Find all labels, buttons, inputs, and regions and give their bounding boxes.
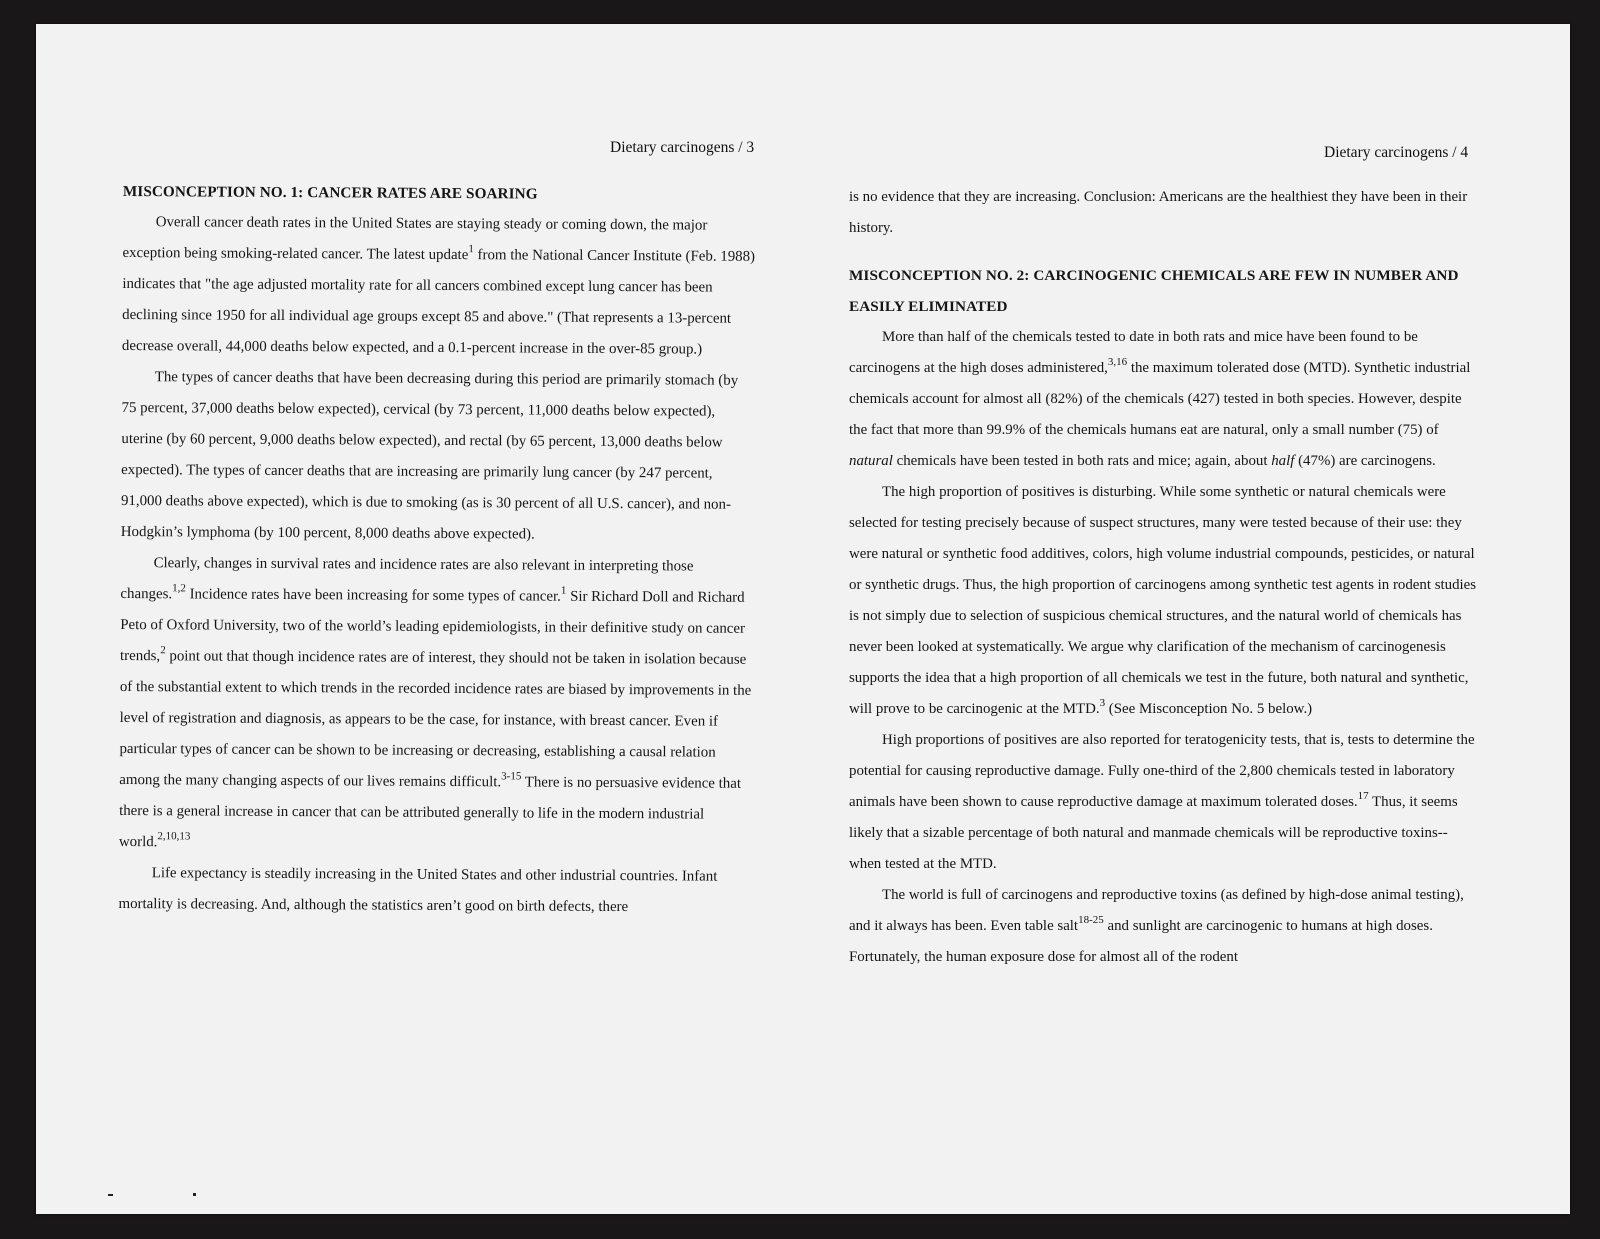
footnote-ref: 3-15	[501, 770, 522, 783]
footnote-ref: 17	[1357, 790, 1369, 802]
footnote-ref: 3	[1099, 697, 1106, 709]
paragraph-cancer-types: The types of cancer deaths that have been decreasing during this period are primarily stomach (by 75 percent, 37,000 deaths below expected), cervical (by 73 percent, 11,000 deaths below expected), uterine (by 60 percent, 9,000 deaths below expected), and rectal (by 65 percent, 13,000 deaths below expected). The types of cancer deaths that are increasing are primarily lung cancer (by 247 percent, 91,000 deaths above expected), which is due to smoking (as is 30 percent of all U.S. cancer), and non-Hodgkin’s lymphoma (by 100 percent, 8,000 deaths above expected).	[120, 369, 739, 543]
paragraph-continuation: is no evidence that they are increasing. Conclusion: Americans are the healthiest they have been in their history.	[849, 189, 1468, 236]
footnote-ref: 2,10,13	[157, 830, 191, 843]
misconception-1-heading: MISCONCEPTION NO. 1: CANCER RATES ARE SOARING	[122, 182, 538, 203]
footnote-ref: 3,16	[1107, 356, 1128, 368]
paragraph-high-proportion: The high proportion of positives is disturbing. While some synthetic or natural chemicals were selected for testing precisely because of suspect structures, many were tested because of their use: they were natural or synthetic food additives, colors, high volume industrial compounds, pesticides, or natural or synthetic drugs. Thus, the high proportion of carcinogens among synthetic test agents in rodent studies is not simply due to selection of suspicious chemical structures, and the natural world of chemicals has never been looked at systematically. We argue why clarification of the mechanism of carcinogenesis supports the idea that a high proportion of all chemicals we test in the future, both natural and synthetic, will prove to be carcinogenic at the MTD.$^3$ (See Misconception No. 5 below.)	[849, 484, 1477, 717]
footnote-ref: 2	[160, 644, 166, 657]
paragraph-teratogenicity: High proportions of positives are also reported for teratogenicity tests, that is, tests to determine the potential for causing reproductive damage. Fully one-third of the 2,800 chemicals tested in laboratory animals have been shown to cause reproductive damage at maximum tolerated doses.$^{17}$ Thus, it seems likely that a sizable percentage of both natural and manmade chemicals will be reproductive toxins--when tested at the MTD.	[849, 732, 1475, 872]
misconception-2-heading: MISCONCEPTION NO. 2: CARCINOGENIC CHEMICALS ARE FEW IN NUMBER AND EASILY ELIMINATED	[849, 267, 1459, 315]
paragraph-chemicals-tested: More than half of the chemicals tested to date in both rats and mice have been found to be carcinogens at the high doses administered,$^{3,16}$ the maximum tolerated dose (MTD). Synthetic industrial chemicals account for almost all (82%) of the chemicals (427) tested in both species. However, despite the fact that more than 99.9% of the chemicals humans eat are natural, only a small number (75) of natural chemicals have been tested in both rats and mice; again, about half (47%) are carcinogens.	[849, 329, 1471, 469]
paragraph-cancer-death-rates: Overall cancer death rates in the United States are staying steady or coming down, the major exception being smoking-related cancer. The latest update$^1$ from the National Cancer Institute (Feb. 1988) indicates that "the age adjusted mortality rate for all cancers combined except lung cancer has been declining since 1950 for all individual age groups except 85 and above." (That represents a 13-percent decrease overall, 44,000 deaths below expected, and a 0.1-percent increase in the over-85 group.)	[121, 214, 756, 358]
right-page-header: Dietary carcinogens / 4	[1324, 144, 1469, 161]
paragraph-life-expectancy: Life expectancy is steadily increasing in the United States and other industrial countries. Infant mortality is decreasing. And, although the statistics aren’t good on birth defects, there	[118, 865, 718, 916]
right-page-body	[849, 182, 1477, 973]
paragraph-incidence-rates: Clearly, changes in survival rates and incidence rates are also relevant in interpreting those changes.$^{1,2}$ Incidence rates have been increasing for some types of cancer.$^1$ Sir Richard Doll and Richard Peto of Oxford University, two of the world’s leading epidemiologists, in their definitive study on cancer trends,$^2$ point out that though incidence rates are of interest, they should not be taken in isolation because of the substantial extent to which trends in the recorded incidence rates are biased by improvements in the level of registration and diagnosis, as appears to be the case, for instance, with breast cancer. Even if particular types of cancer can be shown to be increasing or decreasing, establishing a causal relation among the many changing aspects of our lives remains difficult.$^{3-15}$ There is no persuasive evidence that there is a general increase in cancer that can be attributed generally to life in the modern industrial world.$^{2,10,13}$	[118, 555, 752, 851]
scan-speck	[193, 1193, 196, 1196]
scan-speck	[108, 1194, 113, 1196]
left-page-header: Dietary carcinogens / 3	[610, 139, 755, 156]
footnote-ref: 1	[560, 584, 567, 597]
footnote-ref: 1	[468, 243, 474, 256]
footnote-ref: 18-25	[1078, 914, 1104, 926]
footnote-ref: 1,2	[172, 582, 186, 595]
paragraph-world-carcinogens: The world is full of carcinogens and reproductive toxins (as defined by high-dose animal testing), and it always has been. Even table salt$^{18-25}$ and sunlight are carcinogenic to humans at high doses. Fortunately, the human exposure dose for almost all of the rodent	[849, 887, 1464, 965]
left-page-body	[118, 176, 757, 924]
